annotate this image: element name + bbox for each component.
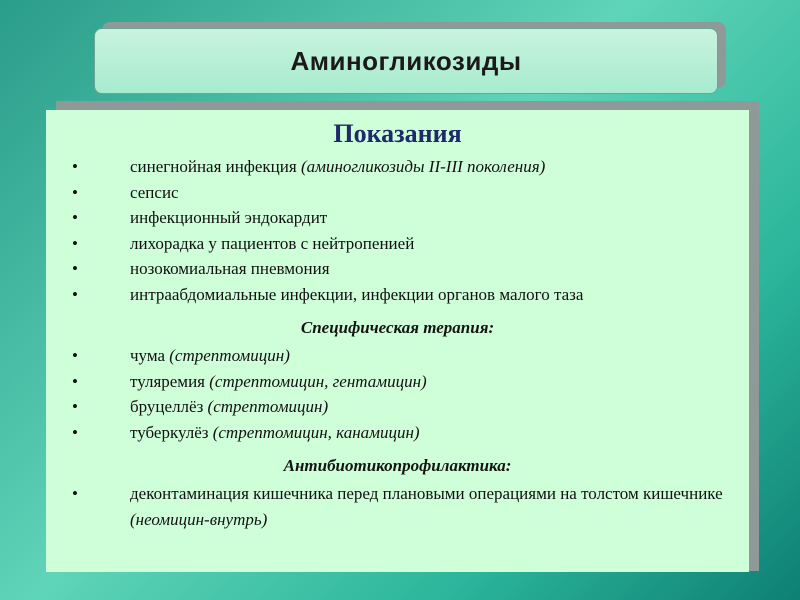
list-item: • инфекционный эндокардит <box>116 205 723 231</box>
list-item: • лихорадка у пациентов с нейтропенией <box>116 231 723 257</box>
list-item: • чума (стрептомицин) <box>116 343 723 369</box>
indications-heading: Показания <box>333 119 462 148</box>
prophylaxis-heading: Антибиотикопрофилактика: <box>283 456 512 475</box>
list-item: • бруцеллёз (стрептомицин) <box>116 394 723 420</box>
slide-title: Аминогликозиды <box>290 45 522 76</box>
indications-list <box>116 154 723 307</box>
list-item: • сепсис <box>116 180 723 206</box>
content-box <box>46 110 749 572</box>
list-item: • деконтаминация кишечника перед плановыми операциями на толстом кишечнике (неомицин-внутрь) <box>116 481 723 532</box>
list-item: • туберкулёз (стрептомицин, канамицин) <box>116 420 723 446</box>
list-item: • синегнойная инфекция (аминогликозиды II-III поколения) <box>116 154 723 180</box>
list-item: • интраабдомиальные инфекции, инфекции органов малого таза <box>116 282 723 308</box>
title-box <box>94 28 718 94</box>
prophylaxis-list <box>116 481 723 532</box>
list-item: • нозокомиальная пневмония <box>116 256 723 282</box>
list-item: • туляремия (стрептомицин, гентамицин) <box>116 369 723 395</box>
specific-therapy-heading: Специфическая терапия: <box>300 318 495 337</box>
specific-therapy-list <box>116 343 723 445</box>
